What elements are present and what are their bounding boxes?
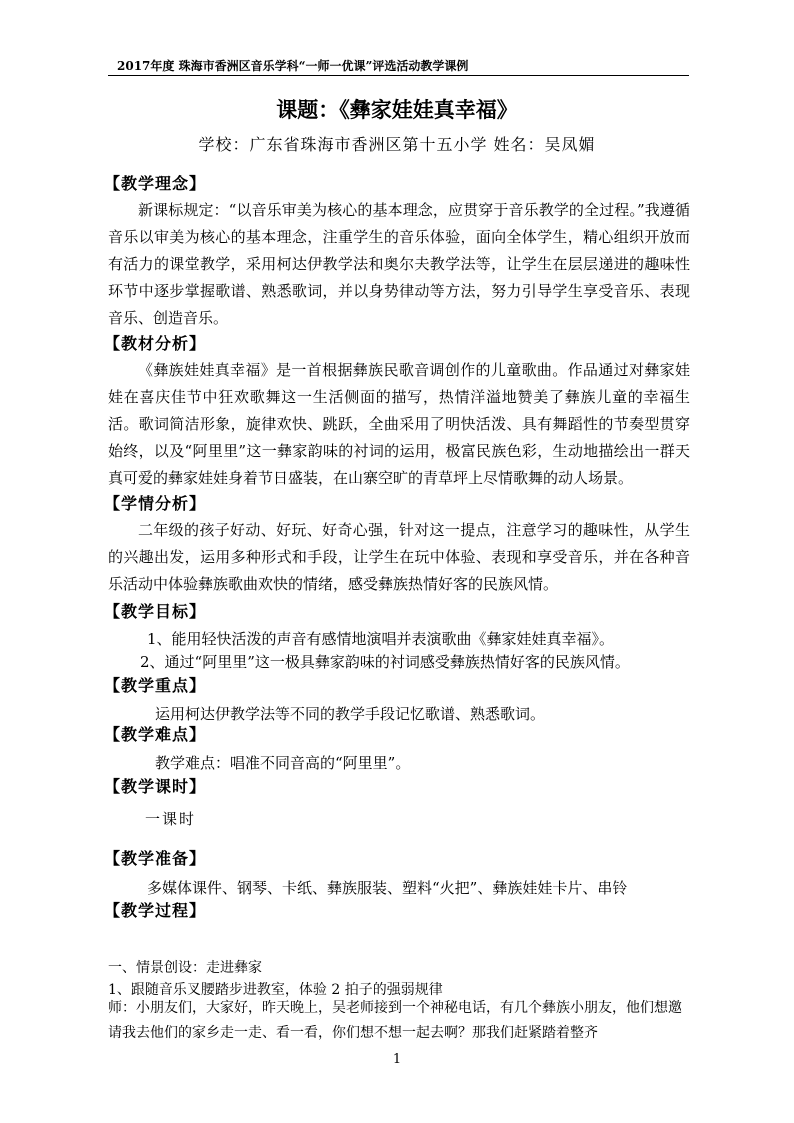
preparation-text: 多媒体课件、钢琴、卡纸、彝族服装、塑料“火把”、彝族娃娃卡片、串铃 bbox=[147, 879, 628, 897]
process-step-title: 一、情景创设：走进彝家 bbox=[108, 960, 262, 976]
heading-process: 【教学过程】 bbox=[104, 901, 207, 920]
goal-item: 1、能用轻快活泼的声音有感情地演唱并表演歌曲《彝家娃娃真幸福》。 bbox=[147, 630, 615, 648]
school-line: 学校：广东省珠海市香洲区第十五小学 姓名：吴凤媚 bbox=[198, 135, 596, 154]
key-points-text: 运用柯达伊教学法等不同的教学手段记忆歌谱、熟悉歌词。 bbox=[155, 705, 546, 723]
heading-students: 【学情分析】 bbox=[104, 494, 207, 513]
heading-difficulties: 【教学难点】 bbox=[104, 725, 207, 744]
heading-goals: 【教学目标】 bbox=[104, 602, 207, 621]
paragraph-material: 《彝族娃娃真幸福》是一首根据彝族民歌音调创作的儿童歌曲。作品通过对彝家娃娃在喜庆佳节中狂欢歌舞这一生活侧面的描写，热情洋溢地赞美了彝族儿童的幸福生活。歌词简洁形象，旋律欢快、跳跃，全曲采用了明快活泼、具有舞蹈性的节奏型贯穿始终，以及“阿里里”这一彝家韵味的衬词的运用，极富民族色彩，生动地描绘出一群天真可爱的彝家娃娃身着节日盛装，在山寨空旷的青草坪上尽情歌舞的动人场景。 bbox=[108, 361, 690, 487]
header-rule bbox=[108, 75, 689, 76]
heading-preparation: 【教学准备】 bbox=[104, 849, 207, 868]
process-teacher-text: 师：小朋友们，大家好，昨天晚上，吴老师接到一个神秘电话，有几个彝族小朋友，他们想邀请我去他们的家乡走一走、看一看，你们想不想一起去啊？那我们赶紧踏着整齐 bbox=[108, 1000, 682, 1041]
paragraph-concept: 新课标规定：“以音乐审美为核心的基本理念，应贯穿于音乐教学的全过程。”我遵循音乐以审美为核心的基本理念，注重学生的音乐体验，面向全体学生，精心组织开放而有活力的课堂教学，采用柯达伊教学法和奥尔夫教学法等，让学生在层层递进的趣味性环节中逐步掌握歌谱、熟悉歌词，并以身势律动等方法，努力引导学生享受音乐、表现音乐、创造音乐。 bbox=[108, 201, 690, 327]
page-title: 课题：《彝家娃娃真幸福》 bbox=[276, 97, 518, 122]
paragraph-students: 二年级的孩子好动、好玩、好奇心强，针对这一提点，注意学习的趣味性，从学生的兴趣出发，运用多种形式和手段，让学生在玩中体验、表现和享受音乐，并在各种音乐活动中体验彝族歌曲欢快的情绪，感受彝族热情好客的民族风情。 bbox=[108, 521, 690, 593]
process-step-1: 1、跟随音乐叉腰踏步进教室，体验 2 拍子的强弱规律 bbox=[108, 982, 443, 998]
page-number: 1 bbox=[392, 1052, 402, 1067]
goal-item: 2、通过“阿里里”这一极具彝家韵味的衬词感受彝族热情好客的民族风情。 bbox=[140, 653, 630, 671]
hours-text: 一课时 bbox=[145, 810, 197, 828]
heading-material: 【教材分析】 bbox=[104, 334, 207, 353]
difficulties-text: 教学难点：唱准不同音高的“阿里里”。 bbox=[155, 754, 411, 772]
heading-hours: 【教学课时】 bbox=[104, 777, 207, 796]
heading-concept: 【教学理念】 bbox=[104, 174, 207, 193]
heading-key-points: 【教学重点】 bbox=[104, 676, 207, 695]
page-header: 2017年度 珠海市香洲区音乐学科“一师一优课”评选活动教学课例 bbox=[117, 59, 469, 73]
